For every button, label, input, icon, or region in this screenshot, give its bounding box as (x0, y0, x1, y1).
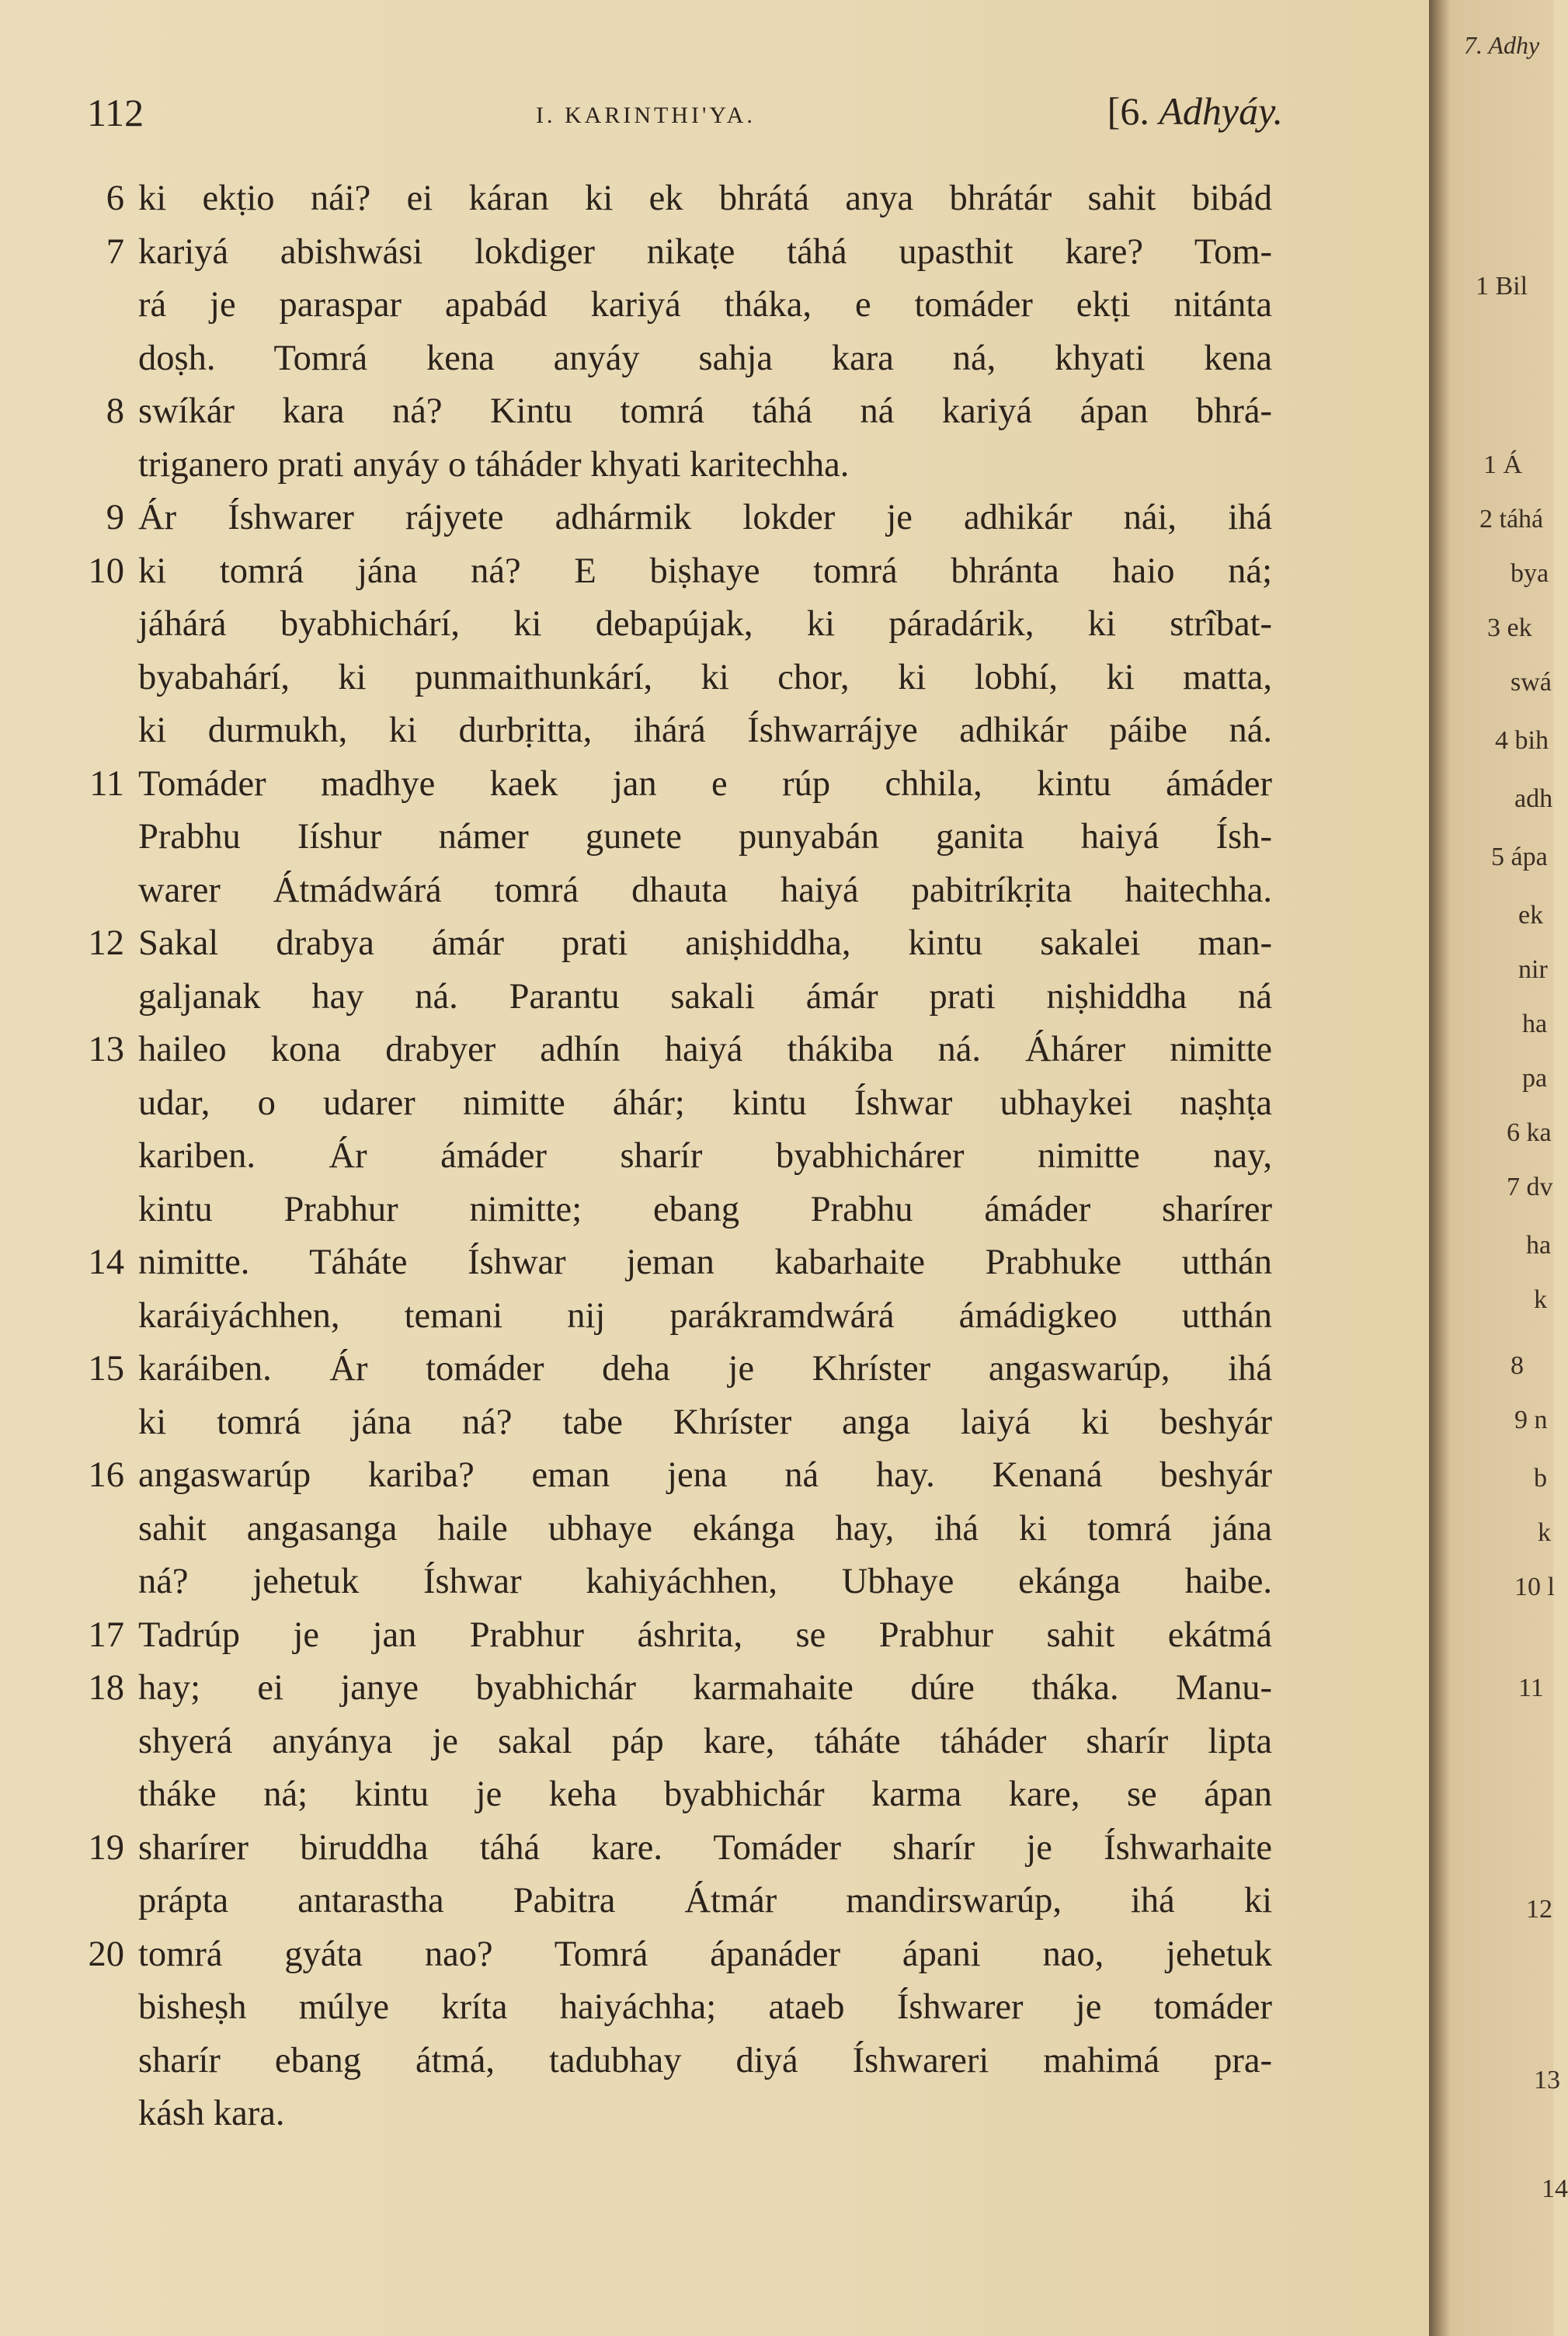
text-line (0, 1184, 1320, 1237)
facing-page-fragment: ha (1526, 1231, 1552, 1260)
verse-number: 11 (89, 763, 124, 804)
facing-page-fragment: 2 táhá (1479, 505, 1544, 534)
text-line (0, 1343, 1320, 1396)
facing-page-fragment: 5 ápa (1491, 843, 1548, 871)
running-head (87, 85, 1283, 148)
line-text: ki tomrá jána ná? E biṣhaye tomrá bhránta haio ná; (138, 551, 1272, 591)
text-line (0, 1236, 1320, 1290)
line-text: triganero prati anyáy o táháder khyati karitechha. (138, 444, 850, 485)
line-text: byabahárí, ki punmaithunkárí, ki chor, ki lobhí, ki matta, (138, 657, 1272, 697)
text-line (0, 2035, 1320, 2088)
text-line (0, 811, 1320, 864)
verse-number: 7 (106, 231, 124, 272)
facing-page-fragment: 13 (1534, 2066, 1560, 2094)
text-line (0, 1077, 1320, 1131)
line-text: angaswarúp kariba? eman jena ná hay. Kenaná beshyár (138, 1455, 1272, 1495)
text-line (0, 1290, 1320, 1344)
facing-page-fragment: k (1534, 1285, 1547, 1314)
facing-page-fragment: 3 ek (1487, 614, 1532, 642)
verse-number: 17 (88, 1615, 124, 1655)
verse-number: 12 (88, 923, 124, 963)
text-line (0, 1716, 1320, 1769)
line-text: swíkár kara ná? Kintu tomrá táhá ná kariyá ápan bhrá- (138, 391, 1272, 431)
line-text: Ár Íshwarer rájyete adhármik lokder je adhikár nái, ihá (138, 498, 1272, 537)
line-text: nimitte. Táháte Íshwar jeman kabarhaite Prabhuke utthán (138, 1243, 1272, 1282)
facing-page-fragment: bya (1511, 559, 1549, 588)
facing-page-fragment: ha (1522, 1010, 1548, 1038)
line-text: Tomáder madhye kaek jan e rúp chhila, kintu ámáder (138, 763, 1272, 804)
facing-page-fragment: 1 Á (1483, 450, 1523, 479)
verse-number: 16 (88, 1455, 124, 1495)
facing-page-fragment: nir (1518, 955, 1548, 984)
text-line (0, 439, 1320, 492)
line-text: ki durmukh, ki durbṛitta, ihárá Íshwarrájye adhikár páibe ná. (138, 711, 1272, 750)
verse-number: 18 (88, 1668, 124, 1708)
line-text: ná? jehetuk Íshwar kahiyáchhen, Ubhaye ekánga haibe. (138, 1562, 1272, 1601)
text-line (0, 2087, 1320, 2141)
line-text: udar, o udarer nimitte áhár; kintu Íshwar ubhaykei naṣhṭa (138, 1083, 1272, 1123)
line-text: jáhárá byabhichárí, ki debapújak, ki páradárik, ki strîbat- (138, 604, 1272, 644)
text-line (0, 1024, 1320, 1077)
line-text: karáiben. Ár tomáder deha je Khríster angaswarúp, ihá (138, 1349, 1272, 1389)
line-text: kásh kara. (138, 2094, 285, 2133)
text-line (0, 385, 1320, 439)
chapter-ref-bracket: [6. (1107, 89, 1149, 133)
line-text: karáiyáchhen, temani nij parákramdwárá ámádigkeo utthán (138, 1295, 1272, 1336)
line-text: bisheṣh múlye kríta haiyáchha; ataeb Íshwarer je tomáder (138, 1987, 1272, 2027)
facing-page-fragment: 8 (1511, 1351, 1524, 1380)
facing-page-fragment: pa (1522, 1064, 1548, 1093)
text-line (0, 1503, 1320, 1556)
line-text: prápta antarastha Pabitra Átmár mandirswarúp, ihá ki (138, 1881, 1272, 1921)
text-line (0, 758, 1320, 812)
text-line (0, 1130, 1320, 1184)
facing-page-fragment: 4 bih (1495, 726, 1549, 755)
verse-number: 6 (106, 179, 124, 218)
line-text: warer Átmádwárá tomrá dhauta haiyá pabitríkṛita haitechha. (138, 870, 1272, 910)
text-line (0, 1662, 1320, 1716)
verse-number: 20 (88, 1934, 124, 1974)
text-line (0, 652, 1320, 705)
text-line (0, 917, 1320, 971)
line-text: haileo kona drabyer adhín haiyá thákiba ná. Áhárer nimitte (138, 1030, 1272, 1069)
text-line (0, 545, 1320, 599)
line-text: ki tomrá jána ná? tabe Khríster anga laiyá ki beshyár (138, 1402, 1272, 1442)
line-text: Tadrúp je jan Prabhur áshrita, se Prabhur sahit ekátmá (138, 1615, 1272, 1655)
facing-page-fragment: adh (1514, 784, 1553, 813)
line-text: Prabhu Iíshur námer gunete punyabán ganita haiyá Ísh- (138, 817, 1272, 857)
text-line (0, 279, 1320, 332)
facing-page-fragment: swá (1511, 668, 1552, 697)
facing-page-fragment: 11 (1518, 1674, 1544, 1702)
facing-page-fragment: 7. Adhy (1464, 31, 1540, 59)
text-line (0, 332, 1320, 386)
text-line (0, 226, 1320, 280)
line-text: sharírer biruddha táhá kare. Tomáder sharír je Íshwarhaite (138, 1827, 1272, 1868)
line-text: sahit angasanga haile ubhaye ekánga hay, ihá ki tomrá jána (138, 1508, 1272, 1549)
verse-number: 15 (88, 1349, 124, 1389)
text-line (0, 1609, 1320, 1663)
line-text: doṣh. Tomrá kena anyáy sahja kara ná, khyati kena (138, 338, 1272, 378)
text-line (0, 1822, 1320, 1875)
line-text: galjanak hay ná. Parantu sakali ámár prati niṣhiddha ná (138, 976, 1272, 1017)
text-line (0, 1768, 1320, 1822)
text-line (0, 492, 1320, 545)
line-text: sharír ebang átmá, tadubhay diyá Íshwareri mahimá pra- (138, 2040, 1272, 2080)
line-text: shyerá anyánya je sakal páp kare, táháte táháder sharír lipta (138, 1721, 1272, 1761)
text-line (0, 1396, 1320, 1450)
verse-number: 19 (88, 1827, 124, 1868)
text-line (0, 1556, 1320, 1609)
line-text: kariyá abishwási lokdiger nikaṭe táhá upasthit kare? Tom- (138, 231, 1272, 272)
verse-number: 14 (88, 1243, 124, 1282)
facing-page-fragment: ek (1518, 901, 1544, 930)
verse-number: 10 (88, 551, 124, 591)
text-line (0, 971, 1320, 1024)
verse-number: 9 (106, 498, 124, 537)
verse-number: 13 (88, 1030, 124, 1069)
verse-number: 8 (106, 391, 124, 431)
line-text: tháke ná; kintu je keha byabhichár karma kare, se ápan (138, 1775, 1272, 1814)
text-line (0, 1449, 1320, 1503)
line-text: kariben. Ár ámáder sharír byabhichárer nimitte nay, (138, 1136, 1272, 1176)
facing-page-fragment: 14 (1542, 2174, 1568, 2203)
text-line (0, 1981, 1320, 2035)
body-text (0, 172, 1320, 2141)
facing-page-fragment: 6 ka (1507, 1118, 1552, 1147)
facing-page-fragment: 7 dv (1507, 1173, 1553, 1201)
line-text: ki ekṭio nái? ei káran ki ek bhrátá anya bhrátár sahit bibád (138, 179, 1272, 218)
line-text: rá je paraspar apabád kariyá tháka, e tomáder ekṭi nitánta (138, 285, 1272, 325)
text-line (0, 1928, 1320, 1982)
chapter-reference (1107, 89, 1283, 134)
line-text: kintu Prabhur nimitte; ebang Prabhu ámáder sharírer (138, 1189, 1272, 1229)
line-text: hay; ei janye byabhichár karmahaite dúre tháka. Manu- (138, 1668, 1272, 1708)
facing-page-fragment: b (1534, 1464, 1547, 1493)
facing-page-fragment: 10 l (1514, 1573, 1555, 1601)
line-text: Sakal drabya ámár prati aniṣhiddha, kintu sakalei man- (138, 923, 1272, 963)
facing-page-fragment: 1 Bil (1476, 272, 1528, 301)
facing-page-fragment: 12 (1526, 1895, 1552, 1924)
text-line (0, 598, 1320, 652)
chapter-ref-word: Adhyáy. (1159, 89, 1283, 133)
facing-page-fragment: k (1538, 1518, 1551, 1547)
facing-page-fragment: 9 n (1514, 1406, 1548, 1434)
text-line (0, 1875, 1320, 1928)
text-line (0, 704, 1320, 758)
running-title: I. KARINTHI'YA. (536, 103, 756, 128)
text-line (0, 864, 1320, 918)
line-text: tomrá gyáta nao? Tomrá ápanáder ápani nao, jehetuk (138, 1934, 1272, 1974)
page-number: 112 (87, 91, 144, 134)
text-line (0, 172, 1320, 226)
